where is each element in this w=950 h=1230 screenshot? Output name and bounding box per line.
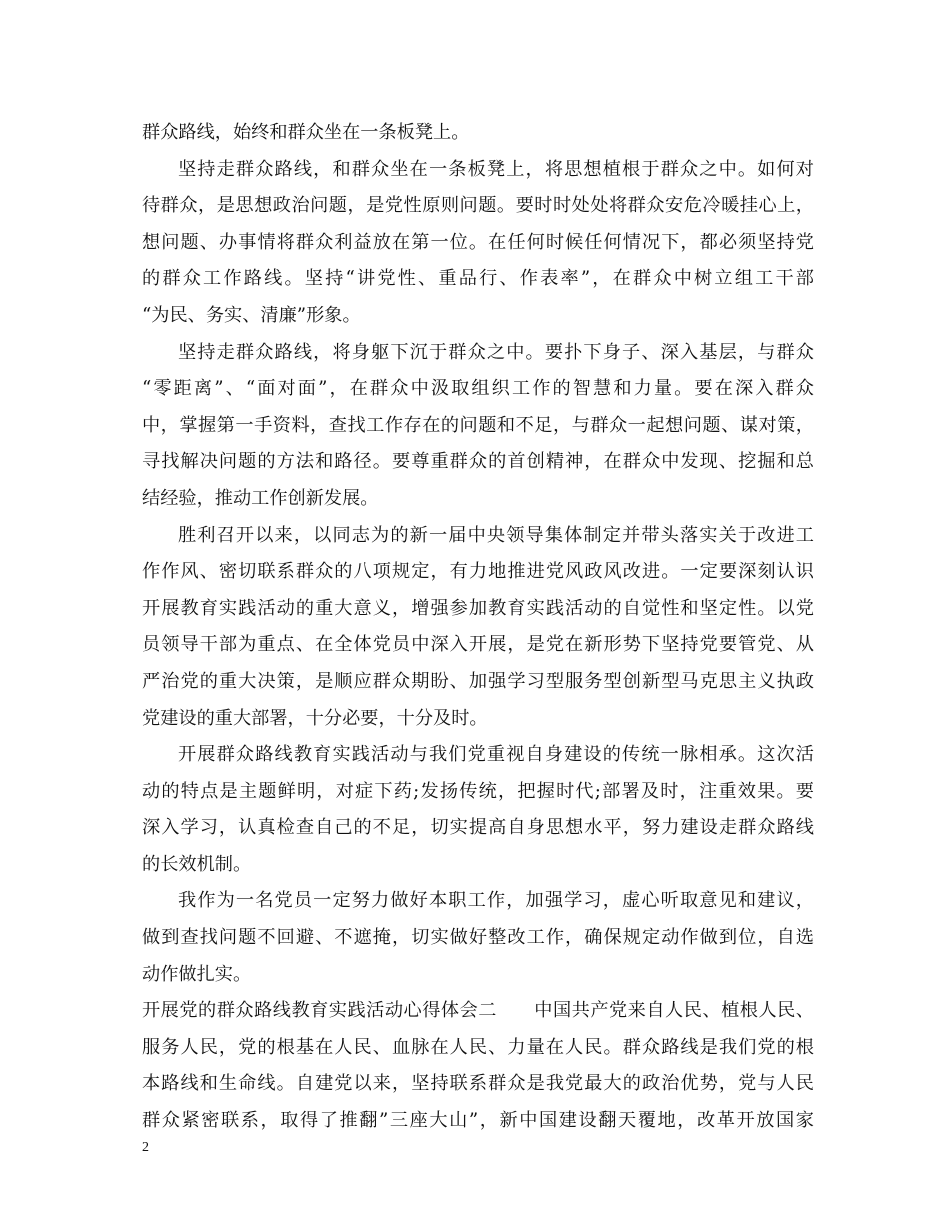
text-line: “零距离”、“面对面”，在群众中汲取组织工作的智慧和力量。要在深入群众	[142, 378, 814, 400]
text-line: 中，掌握第一手资料，查找工作存在的问题和不足，与群众一起想问题、谋对策，	[142, 414, 814, 436]
document-body	[142, 115, 814, 1140]
text-line: 开展教育实践活动的重大意义，增强参加教育实践活动的自觉性和坚定性。以党	[142, 597, 814, 619]
text-line: 结经验，推动工作创新发展。	[142, 487, 379, 509]
text-line: 开展群众路线教育实践活动与我们党重视自身建设的传统一脉相承。这次活	[178, 744, 814, 766]
text-line: 想问题、办事情将群众利益放在第一位。在任何时候任何情况下，都必须坚持党	[142, 231, 814, 253]
text-line: 坚持走群众路线，和群众坐在一条板凳上，将思想植根于群众之中。如何对	[178, 158, 814, 180]
text-line: 服务人民，党的根基在人民、血脉在人民、力量在人民。群众路线是我们党的根	[142, 1036, 814, 1058]
text-line: 的群众工作路线。坚持“讲党性、重品行、作表率”，在群众中树立组工干部	[142, 268, 814, 290]
text-line: 动作做扎实。	[142, 963, 252, 985]
text-line: 群众路线，始终和群众坐在一条板凳上。	[142, 122, 470, 143]
text-line: 寻找解决问题的方法和路径。要尊重群众的首创精神，在群众中发现、挖掘和总	[142, 451, 814, 473]
text-line: 我作为一名党员一定努力做好本职工作，加强学习，虚心听取意见和建议，	[178, 890, 814, 912]
text-line: 作作风、密切联系群众的八项规定，有力地推进党风政风改进。一定要深刻认识	[142, 561, 814, 583]
page-number: 2	[142, 1140, 149, 1155]
text-line: 开展党的群众路线教育实践活动心得体会二 中国共产党来自人民、植根人民、	[142, 1000, 814, 1022]
text-line: 党建设的重大部署，十分必要，十分及时。	[142, 707, 488, 729]
text-line: 员领导干部为重点、在全体党员中深入开展，是党在新形势下坚持党要管党、从	[142, 634, 814, 656]
text-line: 深入学习，认真检查自己的不足，切实提高自身思想水平，努力建设走群众路线	[142, 817, 814, 839]
text-line: 做到查找问题不回避、不遮掩，切实做好整改工作，确保规定动作做到位，自选	[142, 927, 814, 949]
text-line: 动的特点是主题鲜明，对症下药;发扬传统，把握时代;部署及时，注重效果。要	[142, 780, 814, 802]
text-line: 的长效机制。	[142, 853, 252, 875]
text-line: 待群众，是思想政治问题，是党性原则问题。要时时处处将群众安危冷暖挂心上，	[142, 195, 814, 217]
text-line: “为民、务实、清廉”形象。	[142, 304, 361, 326]
text-line: 本路线和生命线。自建党以来，坚持联系群众是我党最大的政治优势，党与人民	[142, 1073, 814, 1095]
text-line: 坚持走群众路线，将身躯下沉于群众之中。要扑下身子、深入基层，与群众	[178, 341, 814, 363]
text-line: 胜利召开以来，以同志为的新一届中央领导集体制定并带头落实关于改进工	[178, 524, 814, 546]
text-line: 严治党的重大决策，是顺应群众期盼、加强学习型服务型创新型马克思主义执政	[142, 670, 814, 692]
text-line: 群众紧密联系，取得了推翻”三座大山”，新中国建设翻天覆地，改革开放国家	[142, 1110, 814, 1132]
